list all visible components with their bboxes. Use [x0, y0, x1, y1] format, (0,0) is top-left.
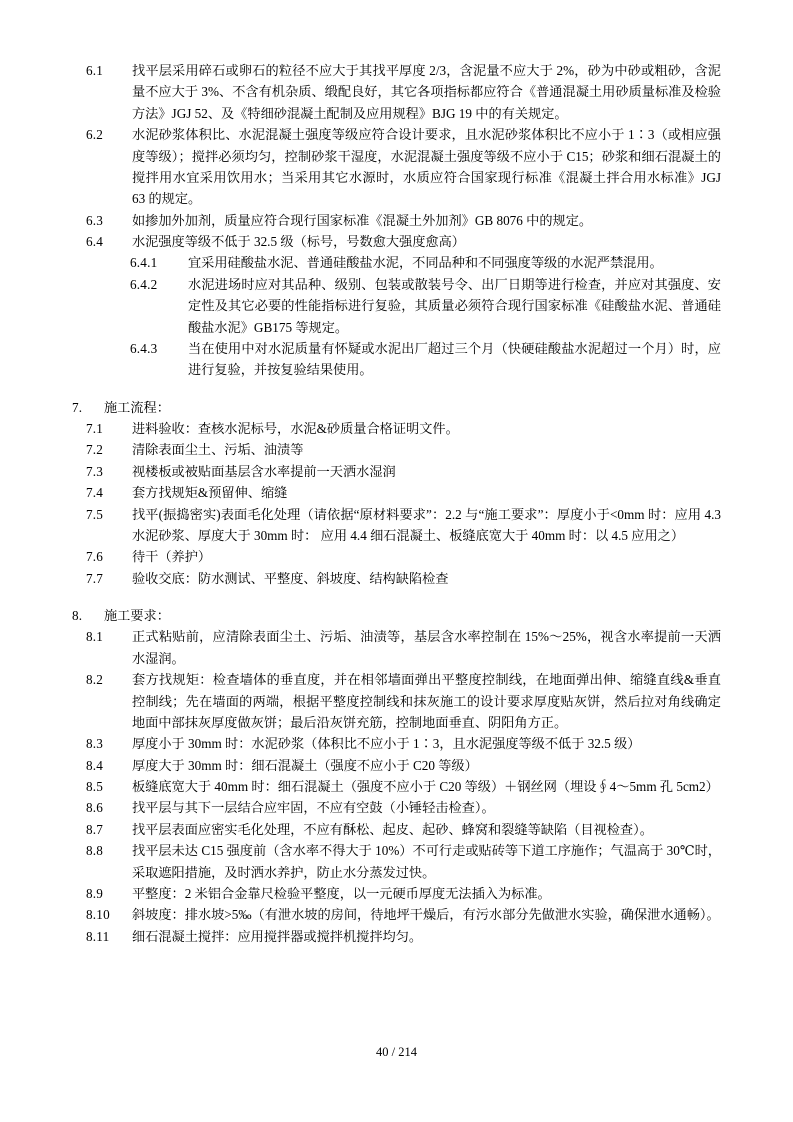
paragraph-text: 进料验收：查核水泥标号，水泥&砂质量合格证明文件。	[132, 421, 459, 436]
paragraph-text: 水泥强度等级不低于 32.5 级（标号，号数愈大强度愈高）	[132, 234, 465, 249]
page-footer	[0, 1045, 793, 1060]
paragraph-number: 6.4.1	[130, 255, 158, 271]
document-paragraph	[72, 439, 721, 460]
document-paragraph	[72, 605, 721, 626]
paragraph-text: 待干（养护）	[132, 549, 212, 565]
paragraph-number: 8.1	[86, 629, 104, 645]
document-paragraph	[72, 418, 721, 439]
document-paragraph	[72, 252, 721, 273]
document-paragraph	[72, 546, 721, 567]
document-paragraph	[72, 504, 721, 547]
document-paragraph	[72, 568, 721, 589]
document-paragraph	[72, 274, 721, 338]
paragraph-text: 斜坡度：排水坡>5‰（有泄水坡的房间，待地坪干燥后，有污水部分先做泄水实验，确保泄水通畅）。	[132, 907, 720, 923]
document-paragraph	[72, 461, 721, 482]
paragraph-number: 6.4.3	[130, 340, 158, 356]
paragraph-text: 厚度小于 30mm 时：水泥砂浆（体积比不应小于 1∶3，且水泥强度等级不低于 32.5 级）	[132, 736, 641, 752]
paragraph-text: 当在使用中对水泥质量有怀疑或水泥出厂超过三个月（快硬硅酸盐水泥超过一个月）时，应进行复验，并按复验结果使用。	[188, 340, 721, 378]
paragraph-number: 6.4.2	[130, 276, 158, 292]
paragraph-number: 8.5	[86, 779, 104, 794]
page-number: 40 / 214	[376, 1045, 417, 1059]
paragraph-number: 7.	[72, 399, 83, 415]
document-paragraph	[72, 626, 721, 669]
paragraph-text: 找平层未达 C15 强度前（含水率不得大于 10%）不可行走或贴砖等下道工序施作；气温高于 30℃时，采取遮阳措施，及时洒水养护，防止水分蒸发过快。	[132, 843, 721, 880]
paragraph-number: 8.8	[86, 843, 104, 859]
paragraph-number: 7.2	[86, 442, 104, 458]
document-paragraph	[72, 733, 721, 754]
paragraph-text: 水泥砂浆体积比、水泥混凝土强度等级应符合设计要求，且水泥砂浆体积比不应小于 1∶3（或相应强度等级）；搅拌必须均匀，控制砂浆干湿度，水泥混凝土强度等级不应小于 C15；砂浆和细石混凝土的搅拌用水宜采用饮用水；当采用其它水源时，水质应符合国家现行标准《混凝土拌合用水标准》JGJ 63 的规定。	[132, 127, 721, 207]
section-spacer	[72, 589, 721, 605]
paragraph-text: 找平(振捣密实)表面毛化处理（请依据“原材料要求”：2.2 与“施工要求”：厚度小于<0mm 时：应用 4.3 水泥砂浆、厚度大于 30mm 时： 应用 4.4 细石混凝土、板缝底宽大于 40mm 时：以 4.5 应用之）	[132, 506, 721, 543]
paragraph-text: 清除表面尘土、污垢、油渍等	[132, 442, 304, 458]
document-paragraph	[72, 883, 721, 904]
document-paragraph	[72, 904, 721, 925]
paragraph-text: 水泥进场时应对其品种、级别、包装或散装号令、出厂日期等进行检查，并应对其强度、安定性及其它必要的性能指标进行复验，其质量必须符合现行国家标准《硅酸盐水泥、普通硅酸盐水泥》GB175 等规定。	[188, 276, 721, 335]
paragraph-number: 7.5	[86, 506, 104, 522]
paragraph-number: 6.4	[86, 234, 104, 249]
paragraph-number: 6.1	[86, 63, 104, 78]
paragraph-number: 7.4	[86, 485, 104, 501]
paragraph-number: 8.6	[86, 800, 104, 816]
paragraph-text: 板缝底宽大于 40mm 时：细石混凝土（强度不应小于 C20 等级）＋钢丝网（埋设∮4～5mm 孔 5cm2）	[132, 779, 719, 794]
document-paragraph	[72, 755, 721, 776]
paragraph-text: 厚度大于 30mm 时：细石混凝土（强度不应小于 C20 等级）	[132, 757, 478, 773]
document-paragraph	[72, 797, 721, 818]
paragraph-number: 7.7	[86, 570, 104, 586]
paragraph-number: 7.3	[86, 463, 104, 479]
paragraph-number: 8.7	[86, 821, 104, 837]
document-paragraph	[72, 840, 721, 883]
document-paragraph	[72, 60, 721, 124]
paragraph-number: 8.	[72, 608, 83, 623]
paragraph-text: 如掺加外加剂，质量应符合现行国家标准《混凝土外加剂》GB 8076 中的规定。	[132, 212, 593, 228]
document-paragraph	[72, 669, 721, 733]
paragraph-number: 6.2	[86, 127, 104, 143]
paragraph-text: 施工流程：	[104, 399, 170, 415]
paragraph-text: 宜采用硅酸盐水泥、普通硅酸盐水泥，不同品种和不同强度等级的水泥严禁混用。	[188, 255, 663, 271]
paragraph-text: 找平层与其下一层结合应牢固，不应有空鼓（小锤轻击检查）。	[132, 800, 495, 816]
paragraph-text: 视楼板或被贴面基层含水率提前一天洒水湿润	[132, 463, 396, 479]
paragraph-number: 8.9	[86, 885, 104, 901]
paragraph-number: 7.1	[86, 421, 104, 436]
paragraph-text: 找平层表面应密实毛化处理，不应有酥松、起皮、起砂、蜂窝和裂缝等缺陷（目视检查）。	[132, 821, 653, 837]
paragraph-text: 套方找规矩&预留伸、缩缝	[132, 485, 288, 501]
document-body	[72, 60, 721, 947]
document-paragraph	[72, 397, 721, 418]
paragraph-text: 套方找规矩：检查墙体的垂直度，并在相邻墙面弹出平整度控制线，在地面弹出伸、缩缝直线&垂直控制线；先在墙面的两端，根据平整度控制线和抹灰施工的设计要求厚度贴灰饼，然后拉对角线确定地面中部抹灰厚度做灰饼；最后沿灰饼充筋，控制地面垂直、阴阳角方正。	[132, 672, 721, 730]
paragraph-text: 施工要求：	[104, 608, 170, 623]
document-paragraph	[72, 819, 721, 840]
paragraph-number: 7.6	[86, 549, 104, 565]
document-paragraph	[72, 482, 721, 503]
paragraph-number: 6.3	[86, 212, 104, 228]
paragraph-text: 找平层采用碎石或卵石的粒径不应大于其找平厚度 2/3，含泥量不应大于 2%，砂为中砂或粗砂，含泥量不应大于 3%、不含有机杂质、缎配良好，其它各项指标都应符合《普通混凝土用砂质量标准及检验方法》JGJ 52、及《特细砂混凝土配制及应用规程》BJG 19 中的有关规定。	[132, 63, 721, 121]
document-paragraph	[72, 210, 721, 231]
document-paragraph	[72, 124, 721, 210]
document-paragraph	[72, 926, 721, 947]
paragraph-number: 8.10	[86, 907, 110, 923]
paragraph-text: 验收交底：防水测试、平整度、斜坡度、结构缺陷检查	[132, 570, 449, 586]
paragraph-text: 细石混凝土搅拌：应用搅拌器或搅拌机搅拌均匀。	[132, 928, 423, 944]
paragraph-text: 正式粘贴前，应清除表面尘土、污垢、油渍等，基层含水率控制在 15%～25%，视含水率提前一天洒水湿润。	[132, 629, 721, 666]
paragraph-number: 8.11	[86, 928, 110, 944]
paragraph-number: 8.4	[86, 757, 104, 773]
paragraph-number: 8.2	[86, 672, 104, 688]
paragraph-text: 平整度：2 米铝合金靠尺检验平整度，以一元硬币厚度无法插入为标准。	[132, 885, 551, 901]
document-paragraph	[72, 338, 721, 381]
document-paragraph	[72, 776, 721, 797]
paragraph-number: 8.3	[86, 736, 104, 752]
section-spacer	[72, 381, 721, 397]
document-paragraph	[72, 231, 721, 252]
